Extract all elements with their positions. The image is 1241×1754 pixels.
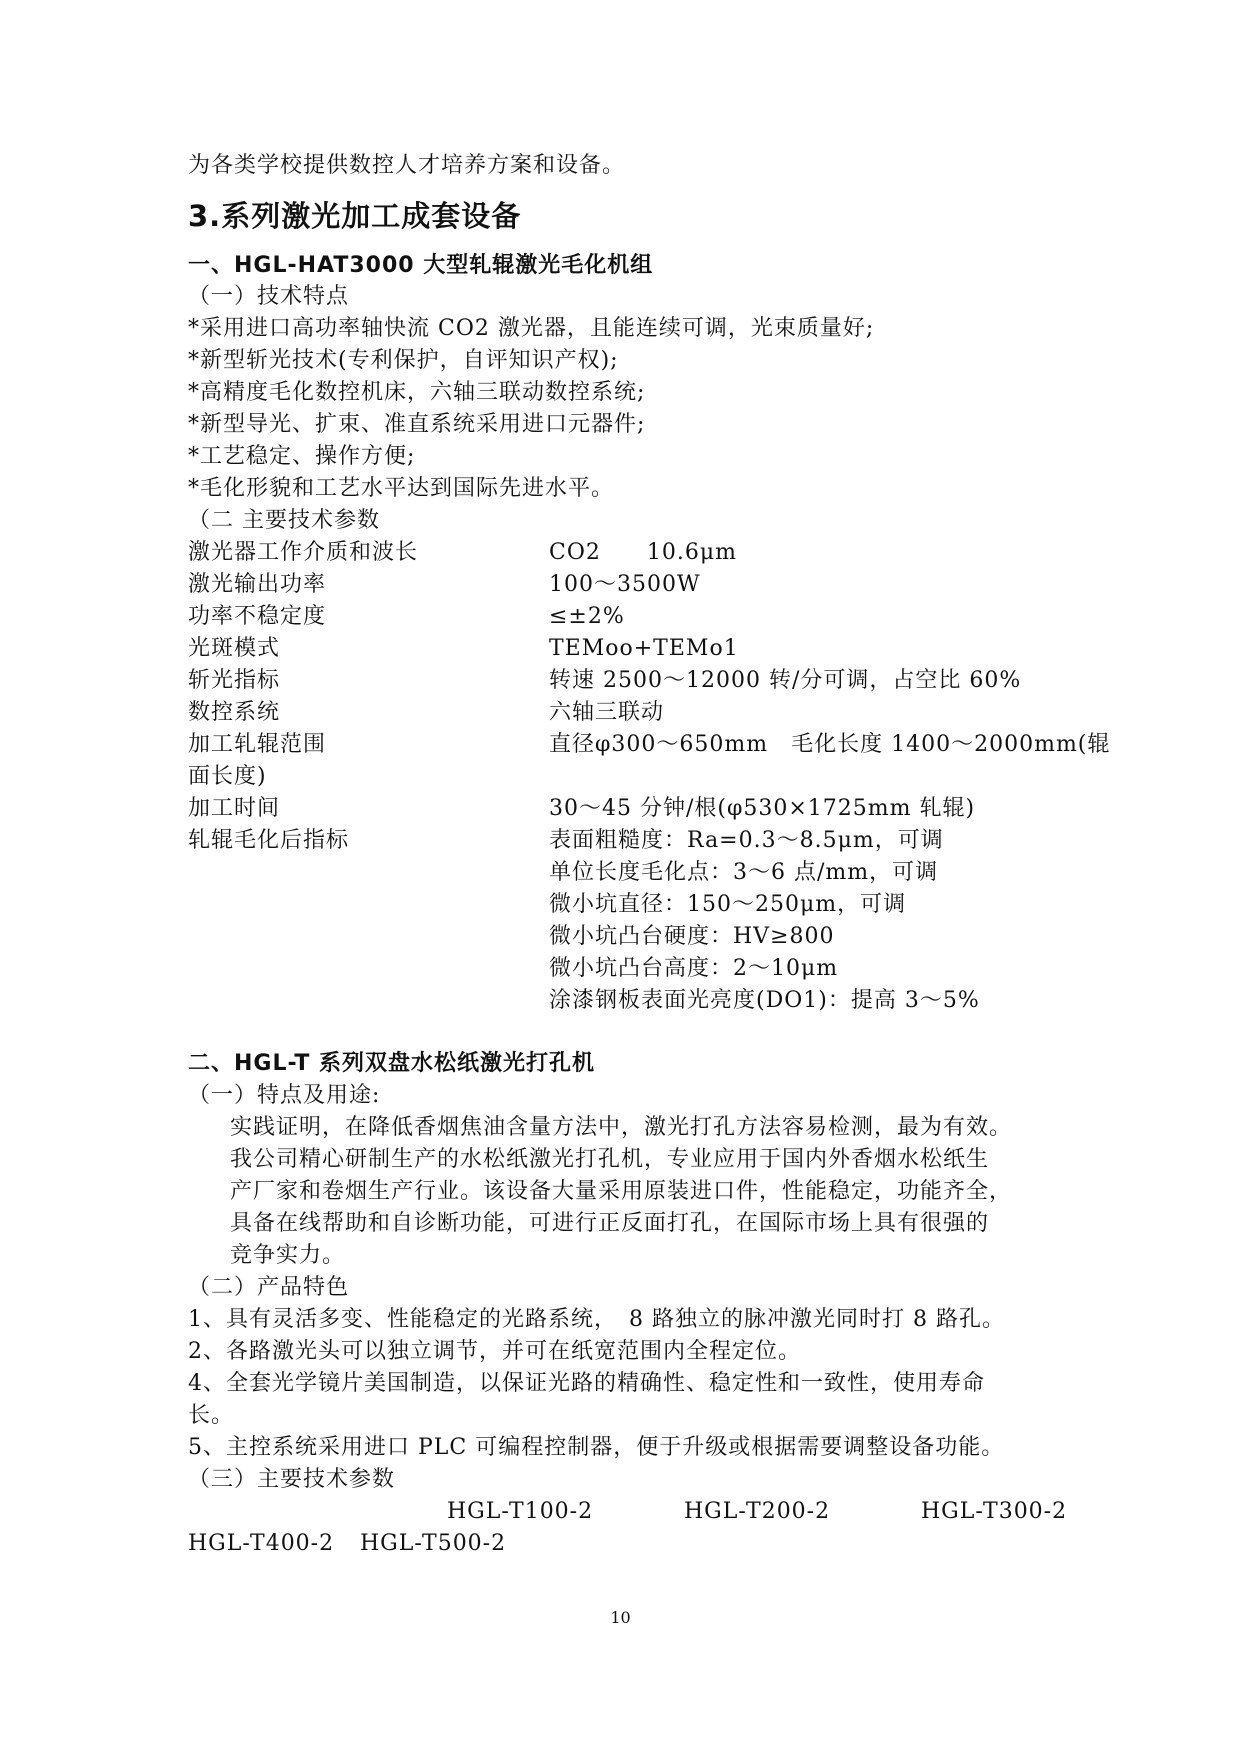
model-label: HGL-T200-2 — [684, 1499, 831, 1524]
param-value: 表面粗糙度：Ra=0.3～8.5μm，可调 — [549, 828, 944, 853]
product1-features-heading: （一）技术特点 — [188, 284, 350, 309]
product1-feature: *采用进口高功率轴快流 CO2 激光器，且能连续可调，光束质量好; — [188, 316, 875, 341]
param-value: 单位长度毛化点：3～6 点/mm，可调 — [549, 860, 939, 885]
param-label: 数控系统 — [188, 700, 281, 725]
param-label: 光斑模式 — [188, 636, 281, 661]
model-label: HGL-T400-2 — [188, 1531, 335, 1556]
param-value: TEMoo+TEMo1 — [549, 636, 739, 661]
product2-usage-line: 实践证明，在降低香烟焦油含量方法中，激光打孔方法容易检测，最为有效。 — [230, 1115, 1013, 1140]
param-label: 面长度) — [188, 764, 267, 789]
param-value: 微小坑凸台高度：2～10μm — [549, 956, 839, 981]
param-value: 微小坑凸台硬度：HV≥800 — [549, 924, 835, 949]
product2-feature: 4、全套光学镜片美国制造，以保证光路的精确性、稳定性和一致性，使用寿命 — [188, 1371, 985, 1396]
product2-features-heading: （二）产品特色 — [188, 1275, 350, 1300]
param-label: 斩光指标 — [188, 668, 281, 693]
param-label: 激光输出功率 — [188, 572, 327, 597]
product1-params-heading: （二 主要技术参数 — [188, 508, 380, 533]
model-label: HGL-T300-2 — [921, 1499, 1068, 1524]
param-value: 100～3500W — [549, 572, 701, 597]
param-label: 激光器工作介质和波长 — [188, 540, 419, 565]
param-value: 30～45 分钟/根(φ530×1725mm 轧辊) — [549, 796, 976, 821]
product1-title: 一、HGL-HAT3000 大型轧辊激光毛化机组 — [188, 253, 654, 278]
product2-feature: 长。 — [188, 1403, 235, 1428]
product2-usage-line: 竞争实力。 — [230, 1243, 346, 1268]
model-label: HGL-T500-2 — [360, 1531, 507, 1556]
param-label: 功率不稳定度 — [188, 604, 327, 629]
param-value: 涂漆钢板表面光亮度(DO1)：提高 3～5% — [549, 988, 980, 1013]
param-value: CO2 10.6μm — [549, 540, 738, 565]
product2-usage-heading: （一）特点及用途: — [188, 1083, 381, 1108]
product2-params-heading: （三）主要技术参数 — [188, 1467, 396, 1492]
model-label: HGL-T100-2 — [447, 1499, 594, 1524]
section-title: 3.系列激光加工成套设备 — [188, 199, 522, 233]
product1-feature: *新型斩光技术(专利保护，自评知识产权); — [188, 348, 619, 373]
product2-title: 二、HGL-T 系列双盘水松纸激光打孔机 — [188, 1051, 596, 1076]
param-value: ≤±2% — [549, 604, 625, 629]
param-value: 微小坑直径：150～250μm，可调 — [549, 892, 907, 917]
page-number: 10 — [610, 1608, 631, 1627]
param-value: 直径φ300～650mm 毛化长度 1400～2000mm(辊 — [549, 732, 1111, 757]
product2-feature: 5、主控系统采用进口 PLC 可编程控制器，便于升级或根据需要调整设备功能。 — [188, 1435, 1005, 1460]
product2-usage-line: 产厂家和卷烟生产行业。该设备大量采用原装进口件，性能稳定，功能齐全， — [230, 1179, 1013, 1204]
param-label: 轧辊毛化后指标 — [188, 828, 350, 853]
product2-feature: 2、各路激光头可以独立调节，并可在纸宽范围内全程定位。 — [188, 1339, 801, 1364]
product2-feature: 1、具有灵活多变、性能稳定的光路系统， 8 路独立的脉冲激光同时打 8 路孔。 — [188, 1307, 1005, 1332]
intro-line: 为各类学校提供数控人才培养方案和设备。 — [188, 153, 626, 178]
product2-usage-line: 我公司精心研制生产的水松纸激光打孔机，专业应用于国内外香烟水松纸生 — [230, 1147, 990, 1172]
product2-usage-line: 具备在线帮助和自诊断功能，可进行正反面打孔，在国际市场上具有很强的 — [230, 1211, 990, 1236]
product1-feature: *毛化形貌和工艺水平达到国际先进水平。 — [188, 476, 615, 501]
param-label: 加工时间 — [188, 796, 281, 821]
param-label: 加工轧辊范围 — [188, 732, 327, 757]
product1-feature: *新型导光、扩束、准直系统采用进口元器件; — [188, 412, 646, 437]
param-value: 转速 2500～12000 转/分可调，占空比 60% — [549, 668, 1022, 693]
product1-feature: *高精度毛化数控机床，六轴三联动数控系统; — [188, 380, 646, 405]
param-value: 六轴三联动 — [549, 700, 665, 725]
product1-feature: *工艺稳定、操作方便; — [188, 444, 416, 469]
